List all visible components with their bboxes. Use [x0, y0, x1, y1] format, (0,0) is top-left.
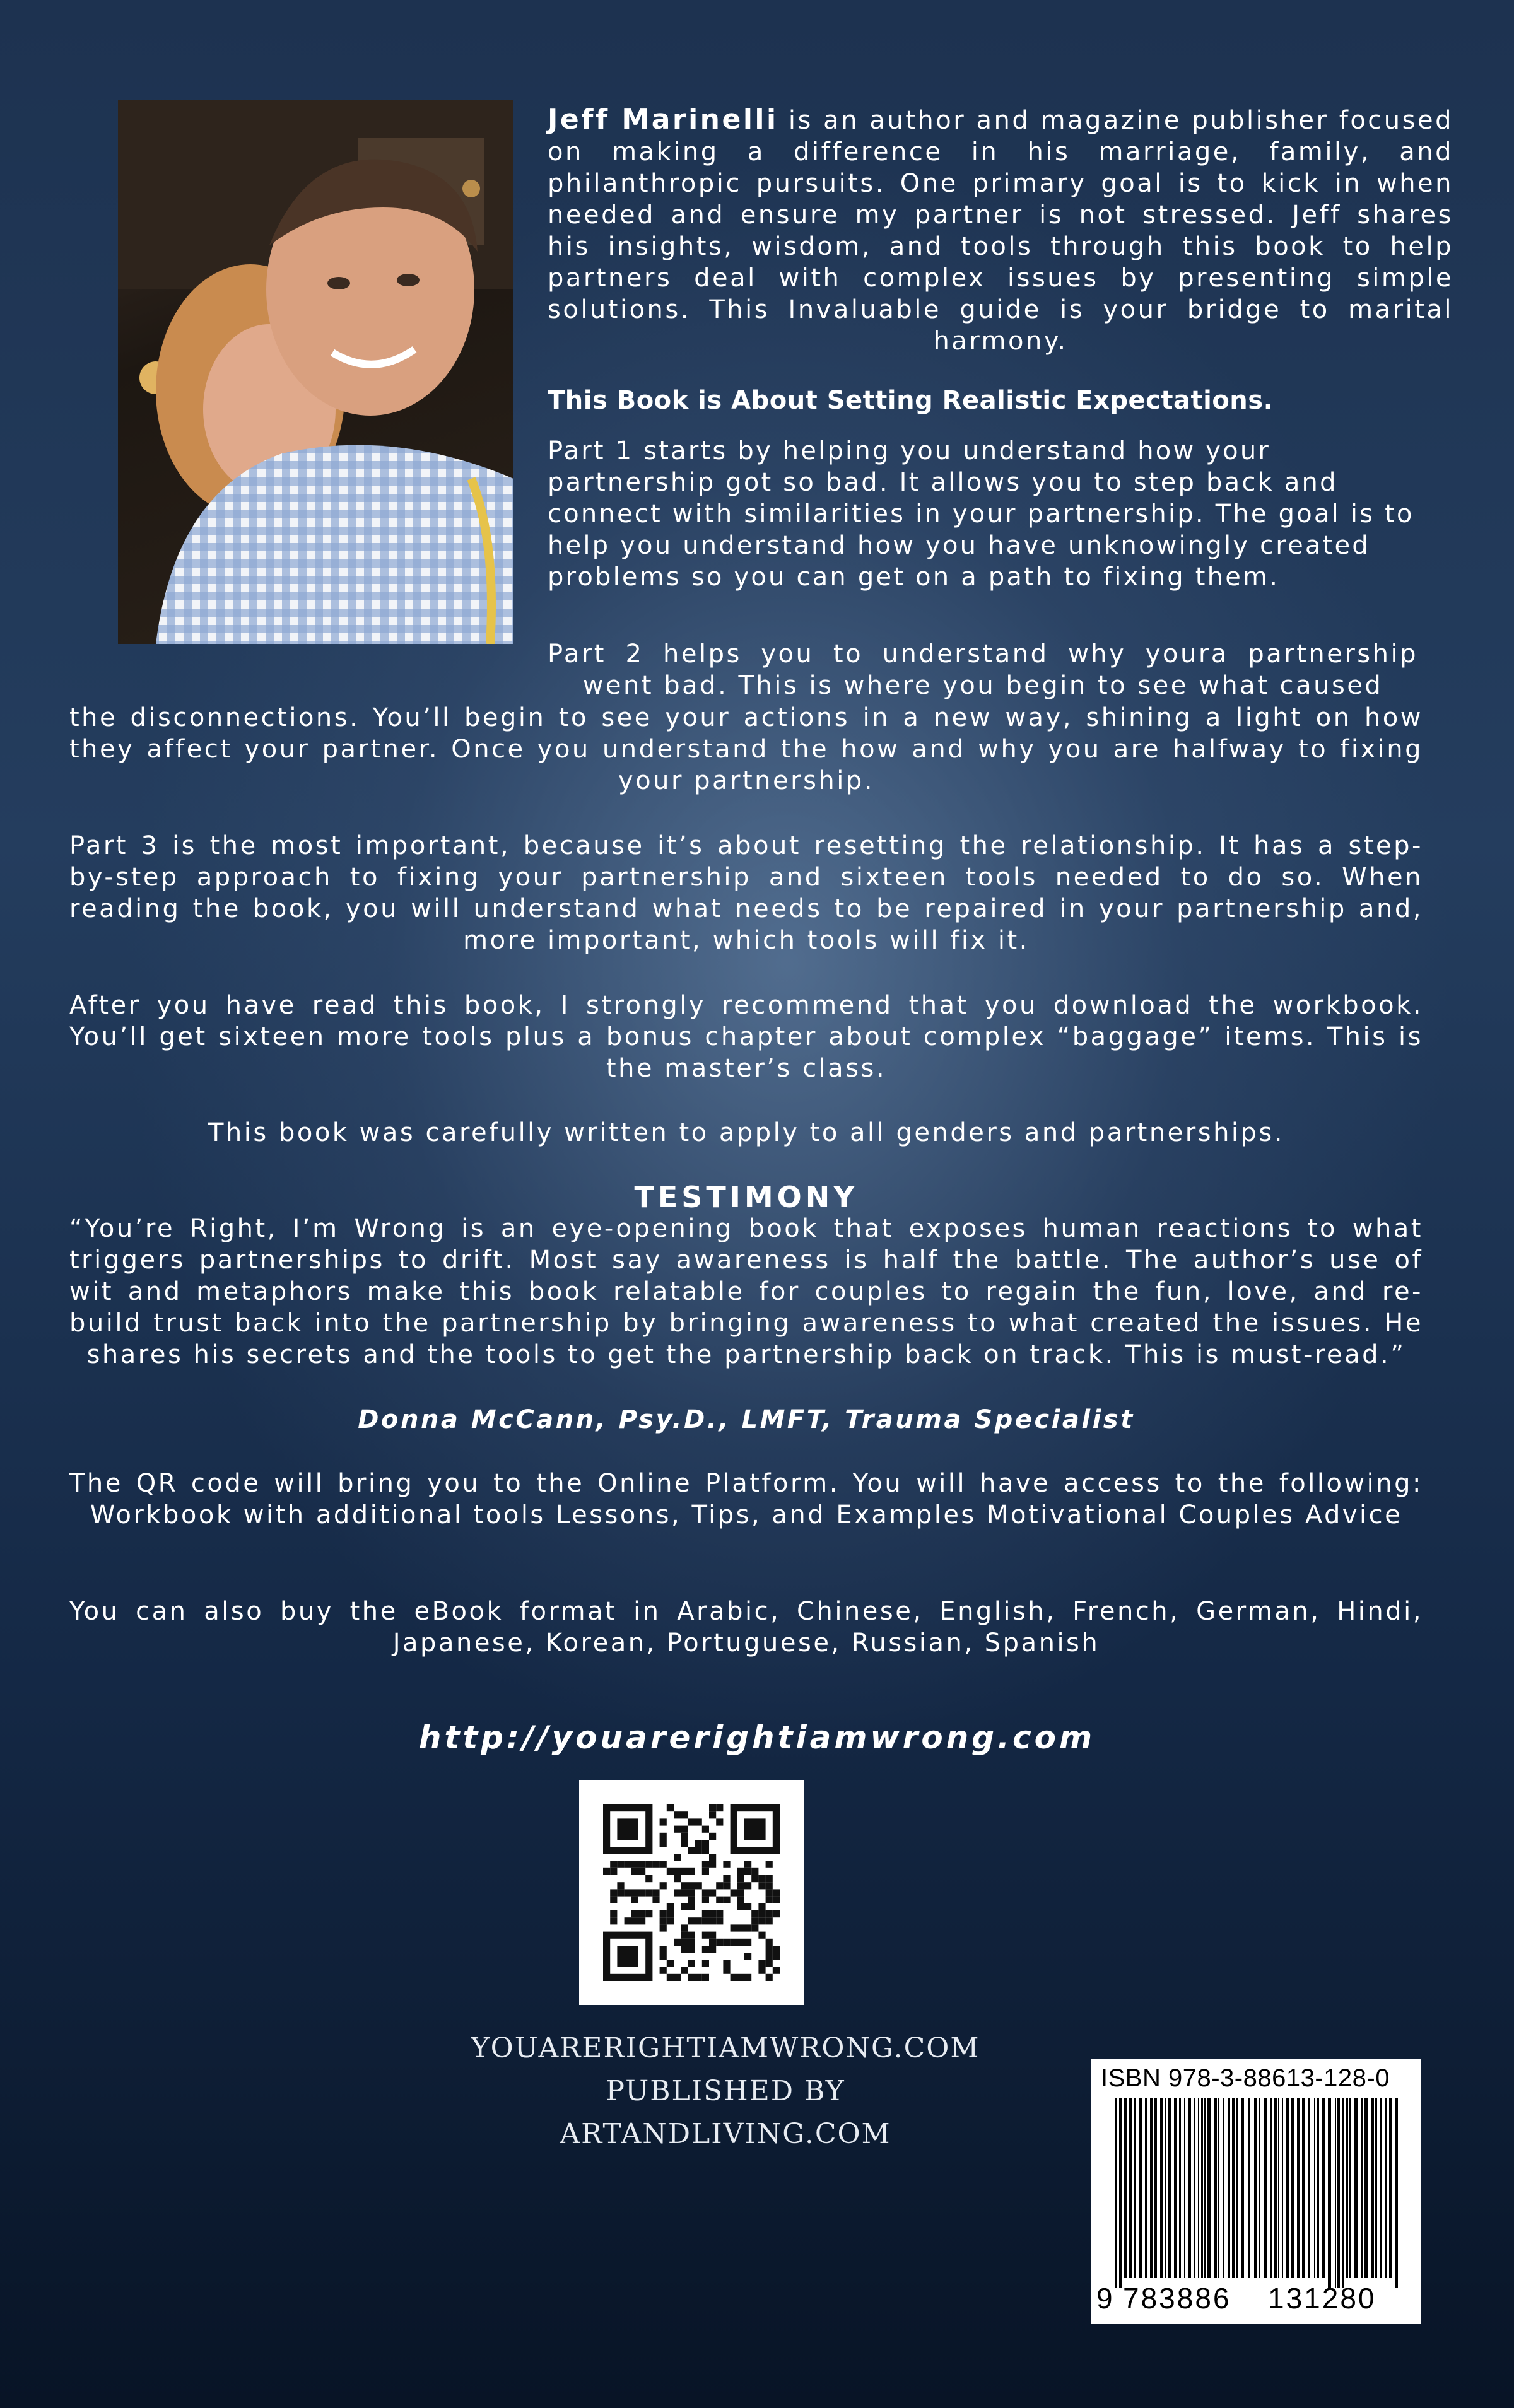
genders-paragraph: This book was carefully written to apply to all genders and partnerships.: [208, 1118, 1284, 1147]
publisher-site: YOUARERIGHTIAMWRONG.COM: [471, 2032, 980, 2064]
author-name: Jeff Marinelli: [548, 103, 778, 136]
author-bio-text: is an author and magazine publisher focused on making a difference in his marriage, family, and philanthropic pursuits. One primary goal is to kick in when needed and ensure my partner is not stressed. Jeff shares his insights, wisdom, and tools through this book to help partners deal with complex issues by presenting simple solutions. This Invaluable guide is your bridge to marital harmony.: [548, 106, 1453, 356]
part2-paragraph-a: Part 2 helps you to understand why youra partnership went bad. This is where you begin to see what caused: [548, 640, 1418, 700]
barcode-digits-right: 131280: [1268, 2282, 1376, 2315]
part1-paragraph: Part 1 starts by helping you understand how your partnership got so bad. It allows you to step back and connect with similarities in your partnership. The goal is to help you understand how you have unknowingly created problems so you can get on a path to fixing them.: [548, 436, 1414, 592]
publisher-name: ARTANDLIVING.COM: [560, 2118, 891, 2150]
section-heading: This Book is About Setting Realistic Expectations.: [548, 386, 1274, 415]
part3-paragraph: Part 3 is the most important, because it’s about resetting the relationship. It has a step-by-step approach to fixing your partnership and sixteen tools needed to do so. When reading the book, you will understand what needs to be repaired in your partnership and, more important, which tools will fix it.: [69, 831, 1423, 955]
testimony-heading: TESTIMONY: [634, 1180, 859, 1214]
barcode-digit-first: 9: [1096, 2282, 1115, 2315]
isbn-number: ISBN 978-3-88613-128-0: [1101, 2064, 1390, 2092]
isbn-barcode: [1091, 2059, 1421, 2324]
barcode-digits-left: 783886: [1123, 2282, 1231, 2315]
author-bio: [548, 104, 1453, 357]
workbook-paragraph: After you have read this book, I strongly recommend that you download the workbook. You’ll get sixteen more tools plus a bonus chapter about complex “baggage” items. This is the master’s class.: [69, 991, 1423, 1083]
testimony-signature: Donna McCann, Psy.D., LMFT, Trauma Specialist: [358, 1405, 1135, 1434]
testimony-quote: “You’re Right, I’m Wrong is an eye-opening book that exposes human reactions to what triggers partnerships to drift. Most say awareness is half the battle. The author’s use of wit and metaphors make this book relatable for couples to regain the fun, love, and re-build trust back into the partnership by bringing awareness to what created the issues. He shares his secrets and the tools to get the partnership back on track. This is must-read.”: [69, 1214, 1423, 1369]
published-by-label: PUBLISHED BY: [606, 2075, 845, 2107]
part2-paragraph-b: the disconnections. You’ll begin to see your actions in a new way, shining a light on how they affect your partner. Once you understand the how and why you are halfway to fixing your partnership.: [69, 703, 1423, 795]
qr-code-icon: [603, 1804, 780, 1981]
ebook-languages: You can also buy the eBook format in Arabic, Chinese, English, French, German, Hindi, Japanese, Korean, Portuguese, Russian, Spanish: [69, 1597, 1423, 1657]
website-link[interactable]: http://youarerightiamwrong.com: [418, 1719, 1096, 1756]
author-photo: [118, 100, 513, 644]
couple-photo-illustration: [118, 100, 513, 644]
qr-description: The QR code will bring you to the Online Platform. You will have access to the following: Workbook with additional tools Lessons, Tips, and Examples Motivational Couples Advice: [69, 1469, 1423, 1529]
qr-code[interactable]: [579, 1780, 804, 2005]
